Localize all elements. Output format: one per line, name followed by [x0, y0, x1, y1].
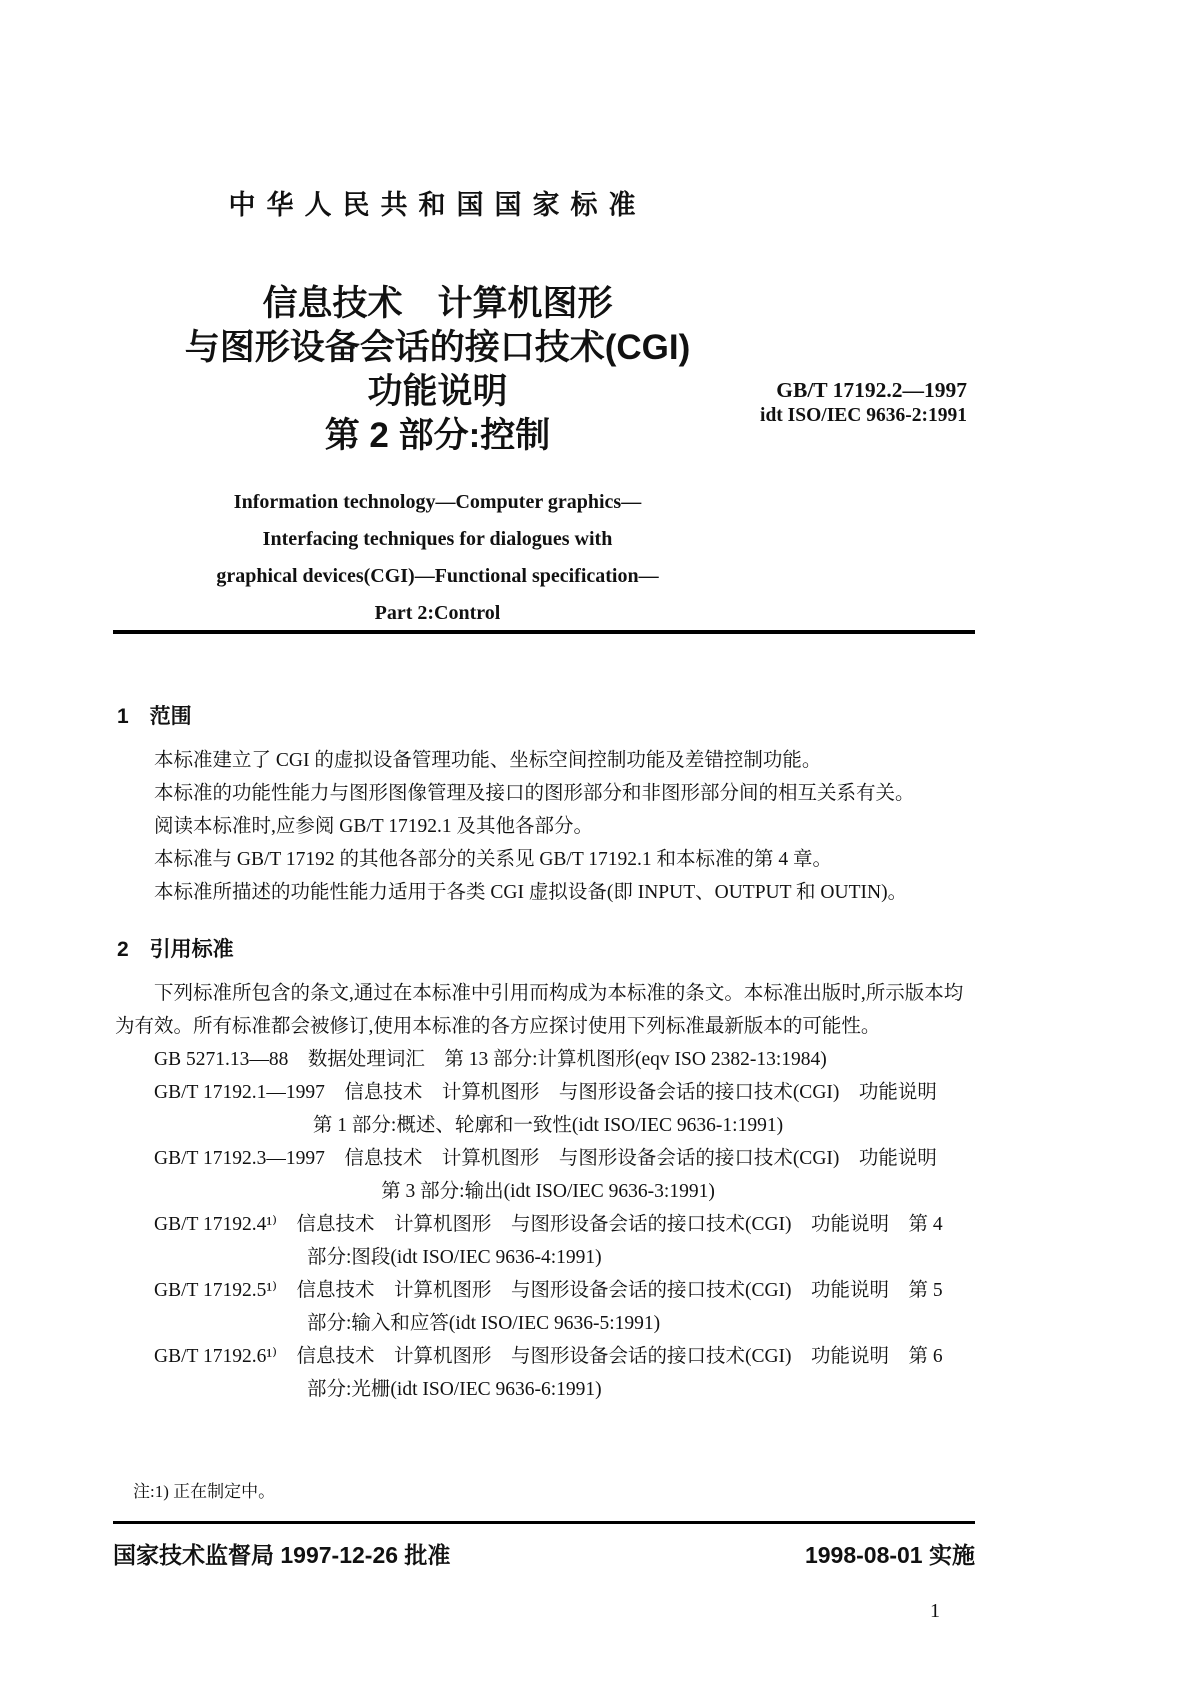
- footnote: 注:1) 正在制定中。: [133, 1482, 276, 1501]
- reference-line: GB/T 17192.5¹⁾ 信息技术 计算机图形 与图形设备会话的接口技术(CGI) 功能说明 第 5: [154, 1280, 943, 1301]
- footer: [113, 1537, 975, 1570]
- section1-heading: 1 范围: [117, 705, 192, 728]
- reference-line: GB 5271.13—88 数据处理词汇 第 13 部分:计算机图形(eqv ISO 2382-13:1984): [154, 1049, 827, 1070]
- section1-paragraph: 本标准的功能性能力与图形图像管理及接口的图形部分和非图形部分间的相互关系有关。: [154, 783, 915, 804]
- standard-title-cn-line2: 与图形设备会话的接口技术(CGI): [184, 328, 691, 367]
- implementation-date: 1998-08-01 实施: [804, 1542, 975, 1568]
- section1-paragraph: 阅读本标准时,应参阅 GB/T 17192.1 及其他各部分。: [154, 816, 593, 837]
- section2-heading: 2 引用标准: [117, 938, 234, 961]
- standard-designation: [760, 378, 967, 428]
- reference-line: GB/T 17192.4¹⁾ 信息技术 计算机图形 与图形设备会话的接口技术(CGI) 功能说明 第 4: [154, 1214, 943, 1235]
- reference-line: GB/T 17192.1—1997 信息技术 计算机图形 与图形设备会话的接口技术(CGI) 功能说明: [154, 1082, 937, 1103]
- reference-item: [115, 1340, 981, 1406]
- approval-authority-date: 国家技术监督局 1997-12-26 批准: [113, 1542, 451, 1568]
- idt-designation: idt ISO/IEC 9636-2:1991: [760, 405, 967, 426]
- reference-item: [115, 1076, 981, 1142]
- standard-title-en: [115, 484, 760, 632]
- standard-title-cn-line3: 功能说明: [367, 372, 508, 411]
- section2-intro: 下列标准所包含的条文,通过在本标准中引用而构成为本标准的条文。本标准出版时,所示版本均为有效。所有标准都会被修订,使用本标准的各方应探讨使用下列标准最新版本的可能性。: [115, 983, 964, 1037]
- reference-continuation: 部分:光栅(idt ISO/IEC 9636-6:1991): [307, 1379, 602, 1400]
- reference-line: GB/T 17192.3—1997 信息技术 计算机图形 与图形设备会话的接口技术(CGI) 功能说明: [154, 1148, 937, 1169]
- reference-item: [115, 1043, 981, 1076]
- reference-continuation: 部分:图段(idt ISO/IEC 9636-4:1991): [307, 1247, 602, 1268]
- reference-continuation: 第 3 部分:输出(idt ISO/IEC 9636-3:1991): [381, 1181, 715, 1202]
- page-number: 1: [930, 1600, 940, 1622]
- section1-paragraph: 本标准与 GB/T 17192 的其他各部分的关系见 GB/T 17192.1 和本标准的第 4 章。: [154, 849, 833, 870]
- reference-continuation: 第 1 部分:概述、轮廓和一致性(idt ISO/IEC 9636-1:1991): [312, 1115, 784, 1136]
- section1-paragraph: 本标准建立了 CGI 的虚拟设备管理功能、坐标空间控制功能及差错控制功能。: [154, 750, 822, 771]
- standard-title-cn-line4: 第 2 部分:控制: [324, 416, 551, 455]
- national-standard-header: 中华人民共和国国家标准: [228, 190, 647, 220]
- title-column: [115, 183, 760, 632]
- reference-item: [115, 1142, 981, 1208]
- document-body: [115, 700, 981, 1406]
- standard-title-en-line4: Part 2:Control: [374, 602, 501, 624]
- bottom-divider: [113, 1521, 975, 1524]
- top-divider: [113, 630, 975, 634]
- reference-line: GB/T 17192.6¹⁾ 信息技术 计算机图形 与图形设备会话的接口技术(CGI) 功能说明 第 6: [154, 1346, 943, 1367]
- section1-paragraph: 本标准所描述的功能性能力适用于各类 CGI 虚拟设备(即 INPUT、OUTPUT 和 OUTIN)。: [154, 882, 908, 903]
- reference-continuation: 部分:输入和应答(idt ISO/IEC 9636-5:1991): [307, 1313, 661, 1334]
- reference-item: [115, 1208, 981, 1274]
- standard-title-cn-line1: 信息技术 计算机图形: [262, 284, 613, 323]
- reference-item: [115, 1274, 981, 1340]
- standard-title-en-line3: graphical devices(CGI)—Functional specification—: [216, 565, 659, 587]
- standard-title-en-line1: Information technology—Computer graphics—: [233, 491, 642, 513]
- standard-title-en-line2: Interfacing techniques for dialogues with: [262, 528, 613, 550]
- standard-code: GB/T 17192.2—1997: [776, 378, 967, 402]
